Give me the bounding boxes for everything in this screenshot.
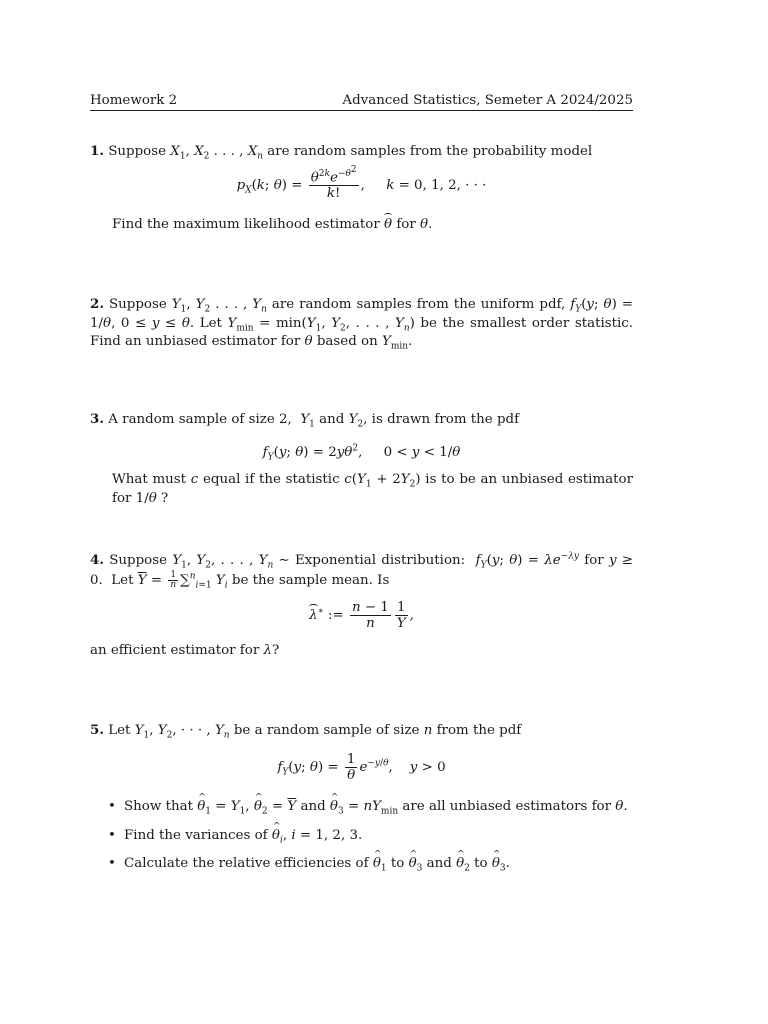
problem-4-number: 4.: [90, 552, 104, 568]
header-left: Homework 2: [90, 93, 178, 108]
problem-5-formula: $f_Y(y$; θ) = $\frac{1}{\theta}$ $e^{-y/\theta}$, y > 0: [277, 752, 446, 783]
problem-1-number: 1.: [90, 143, 104, 159]
problem-1-statement: 1. Suppose $X_1$, $X_2$ . . . , $X_n$ are random samples from the probability model: [90, 143, 593, 162]
problem-1-formula: $p_X(k$; θ) = $\frac{\theta^{2k}e^{-\theta^2}}{k!}$ , k = 0, 1, 2, · · ·: [236, 165, 487, 202]
header-right: Advanced Statistics, Semeter A 2024/2025: [342, 93, 633, 108]
problem-4-statement: 4. Suppose $Y_1$, $Y_2$, . . . , $Y_n$ ∼ Exponential distribution: $f_Y(y$; $\theta) = \lambda e^{-\lambda y}$ for y ≥ 0. Let $\overline{Y}$ = $\frac{1}{n}$ ∑$^n_{i=1}$ $Y_i$ be the sample mean. Is: [90, 551, 633, 591]
problem-5-bullet: • Show that θ $\^{}_1 = Y_1$, θ $\^{}_2 = \overline{Y}$ and θ $\^{}_3 = nY_{min}$ are all unbiased estimators for θ.: [90, 798, 633, 816]
page-header: [90, 92, 633, 109]
problem-3-number: 3.: [90, 411, 104, 427]
problem-4-closing: an efficient estimator for λ?: [90, 643, 280, 658]
problem-3-formula: $f_Y(y$; $\theta) = 2y\theta^2$, 0 < y < 1/θ: [262, 443, 461, 463]
problem-3-question: What must c equal if the statistic $c(Y_1 + 2Y_2)$ is to be an unbiased estimator for 1/θ ?: [112, 472, 633, 506]
header-rule: [90, 110, 633, 111]
problem-3-statement: 3. A random sample of size 2, $Y_1$ and $Y_2$, is drawn from the pdf: [90, 411, 520, 430]
problem-1-task: Find the maximum likelihood estimator θ for θ.: [112, 216, 633, 235]
problem-5-bullets: [90, 798, 633, 884]
problem-4-formula: λ∗ := $\frac{n - 1}{n}$ $\frac{1}{Y}$ ,: [309, 600, 414, 631]
problem-2-statement: 2. Suppose $Y_1$, $Y_2$ . . . , $Y_n$ are random samples from the uniform pdf, $f_Y(y$; θ) = 1/θ, 0 ≤ y ≤ θ. Let $Y_{min} = \min(Y_1$, $Y_2$, . . . , $Y_n$) be the smallest order statistic. Find an unbiased estimator for θ based on $Y_{min}$.: [90, 296, 634, 352]
problem-5-bullet: • Calculate the relative efficiencies of θ $\^{}_1$ to θ $\^{}_3$ and θ $\^{}_2$ to θ $\^{}_3$.: [90, 855, 633, 873]
problem-1-fraction: $\frac{\theta^{2k}e^{-\theta^2}}{k!}$: [310, 165, 357, 202]
problem-5-statement: 5. Let $Y_1$, $Y_2$, · · · , $Y_n$ be a random sample of size n from the pdf: [90, 722, 522, 741]
problem-5-number: 5.: [90, 722, 104, 738]
problem-2-number: 2.: [90, 296, 104, 312]
problem-5-bullet: • Find the variances of θ $\^{}_i$, i = 1, 2, 3.: [90, 827, 633, 845]
